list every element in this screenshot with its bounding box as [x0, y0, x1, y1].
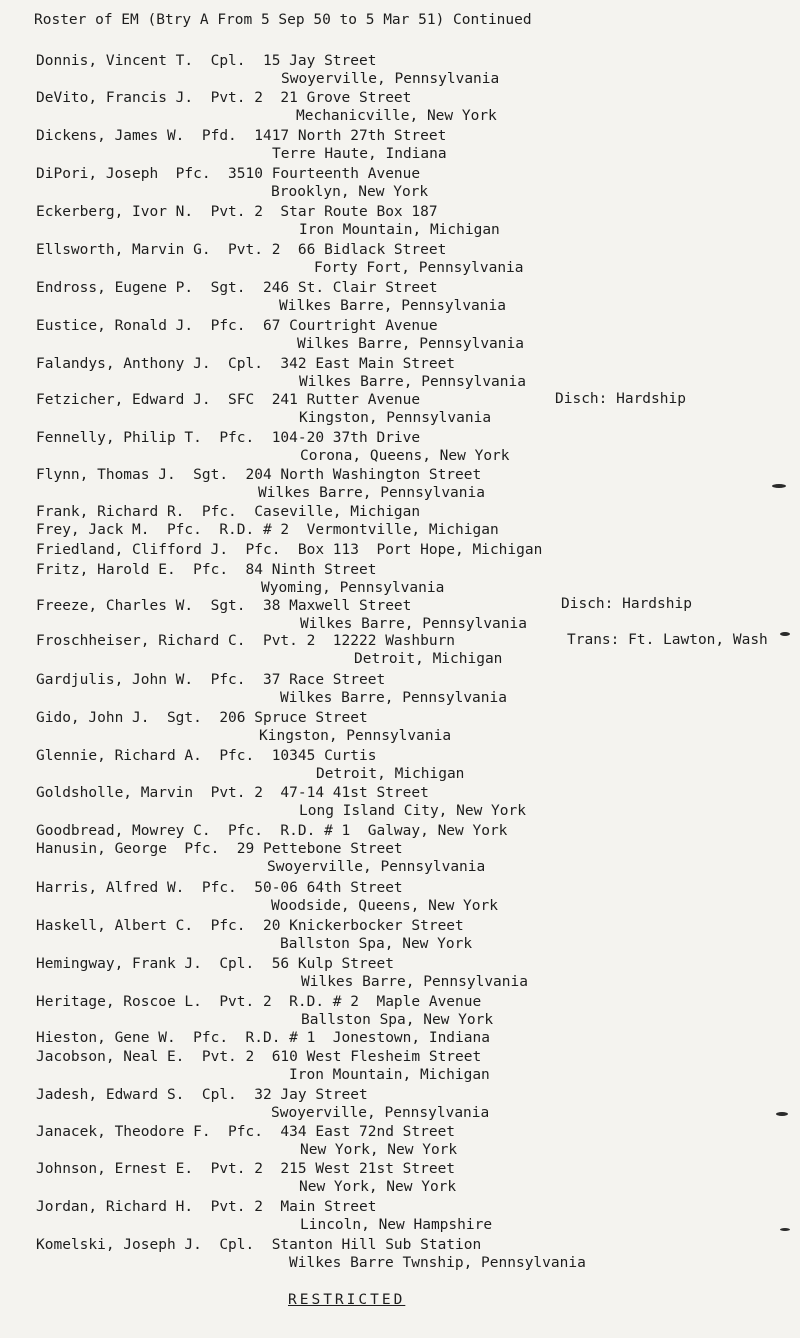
roster-entry: Johnson, Ernest E. Pvt. 2 215 West 21st Street — [36, 1161, 456, 1177]
roster-entry-city: New York, New York — [300, 1142, 458, 1158]
roster-entry: Fennelly, Philip T. Pfc. 104-20 37th Drive — [36, 430, 421, 446]
roster-entry-city: Wilkes Barre, Pennsylvania — [299, 374, 526, 390]
roster-entry-city: Brooklyn, New York — [271, 184, 429, 200]
transfer-note: Trans: Ft. Lawton, Wash — [567, 632, 768, 648]
roster-entry: Gido, John J. Sgt. 206 Spruce Street — [36, 710, 368, 726]
roster-entry: Frank, Richard R. Pfc. Caseville, Michigan — [36, 504, 421, 520]
roster-entry-city: Wilkes Barre Twnship, Pennsylvania — [289, 1255, 586, 1271]
roster-entry-city: Ballston Spa, New York — [301, 1012, 494, 1028]
roster-entry: Jacobson, Neal E. Pvt. 2 610 West Flesheim Street — [36, 1049, 482, 1065]
roster-entry-city: Detroit, Michigan — [354, 651, 503, 667]
roster-entry-city: Swoyerville, Pennsylvania — [271, 1105, 490, 1121]
roster-entry: Freeze, Charles W. Sgt. 38 Maxwell Street — [36, 598, 412, 614]
roster-entry: Hieston, Gene W. Pfc. R.D. # 1 Jonestown, Indiana — [36, 1030, 490, 1046]
page-title: Roster of EM (Btry A From 5 Sep 50 to 5 Mar 51) Continued — [34, 12, 532, 28]
roster-entry-city: Swoyerville, Pennsylvania — [281, 71, 500, 87]
discharge-note: Disch: Hardship — [561, 596, 692, 612]
roster-entry-city: Iron Mountain, Michigan — [299, 222, 500, 238]
ink-speck — [780, 1228, 790, 1231]
roster-entry-city: New York, New York — [299, 1179, 457, 1195]
roster-entry: Goldsholle, Marvin Pvt. 2 47-14 41st Street — [36, 785, 429, 801]
roster-entry-city: Terre Haute, Indiana — [272, 146, 447, 162]
roster-entry-city: Kingston, Pennsylvania — [259, 728, 452, 744]
roster-entry-city: Kingston, Pennsylvania — [299, 410, 492, 426]
roster-entry: Eustice, Ronald J. Pfc. 67 Courtright Avenue — [36, 318, 438, 334]
roster-entry-city: Ballston Spa, New York — [280, 936, 473, 952]
roster-entry: Dickens, James W. Pfd. 1417 North 27th Street — [36, 128, 447, 144]
roster-entry: Harris, Alfred W. Pfc. 50-06 64th Street — [36, 880, 403, 896]
roster-entry: DeVito, Francis J. Pvt. 2 21 Grove Street — [36, 90, 412, 106]
roster-entry-city: Wilkes Barre, Pennsylvania — [279, 298, 506, 314]
roster-entry: Jordan, Richard H. Pvt. 2 Main Street — [36, 1199, 377, 1215]
ink-speck — [780, 632, 790, 636]
roster-entry-city: Mechanicville, New York — [296, 108, 497, 124]
roster-entry: Janacek, Theodore F. Pfc. 434 East 72nd Street — [36, 1124, 456, 1140]
roster-entry-city: Wilkes Barre, Pennsylvania — [280, 690, 507, 706]
roster-entry: Heritage, Roscoe L. Pvt. 2 R.D. # 2 Maple Avenue — [36, 994, 482, 1010]
roster-entry: Friedland, Clifford J. Pfc. Box 113 Port Hope, Michigan — [36, 542, 543, 558]
classification-footer: RESTRICTED — [288, 1292, 406, 1308]
roster-entry-city: Wilkes Barre, Pennsylvania — [301, 974, 528, 990]
roster-entry: Hanusin, George Pfc. 29 Pettebone Street — [36, 841, 403, 857]
roster-entry: Komelski, Joseph J. Cpl. Stanton Hill Sub Station — [36, 1237, 482, 1253]
roster-entry: Froschheiser, Richard C. Pvt. 2 12222 Washburn — [36, 633, 456, 649]
roster-entry-city: Swoyerville, Pennsylvania — [267, 859, 486, 875]
roster-entry-city: Wilkes Barre, Pennsylvania — [297, 336, 524, 352]
roster-entry: Eckerberg, Ivor N. Pvt. 2 Star Route Box 187 — [36, 204, 438, 220]
roster-entry: Endross, Eugene P. Sgt. 246 St. Clair Street — [36, 280, 438, 296]
roster-entry: Frey, Jack M. Pfc. R.D. # 2 Vermontville, Michigan — [36, 522, 499, 538]
roster-entry: Donnis, Vincent T. Cpl. 15 Jay Street — [36, 53, 377, 69]
roster-entry: Glennie, Richard A. Pfc. 10345 Curtis — [36, 748, 377, 764]
roster-entry-city: Forty Fort, Pennsylvania — [314, 260, 524, 276]
roster-entry-city: Wyoming, Pennsylvania — [261, 580, 445, 596]
roster-entry: Ellsworth, Marvin G. Pvt. 2 66 Bidlack Street — [36, 242, 447, 258]
roster-entry-city: Long Island City, New York — [299, 803, 526, 819]
roster-entry: Goodbread, Mowrey C. Pfc. R.D. # 1 Galway, New York — [36, 823, 508, 839]
roster-entry: Haskell, Albert C. Pfc. 20 Knickerbocker Street — [36, 918, 464, 934]
discharge-note: Disch: Hardship — [555, 391, 686, 407]
ink-speck — [772, 484, 786, 488]
roster-entry: Gardjulis, John W. Pfc. 37 Race Street — [36, 672, 386, 688]
roster-entry: Jadesh, Edward S. Cpl. 32 Jay Street — [36, 1087, 368, 1103]
roster-entry-city: Wilkes Barre, Pennsylvania — [300, 616, 527, 632]
roster-entry-city: Woodside, Queens, New York — [271, 898, 498, 914]
roster-entry: Fritz, Harold E. Pfc. 84 Ninth Street — [36, 562, 377, 578]
roster-entry-city: Wilkes Barre, Pennsylvania — [258, 485, 485, 501]
roster-entry: Hemingway, Frank J. Cpl. 56 Kulp Street — [36, 956, 394, 972]
roster-entry-city: Corona, Queens, New York — [300, 448, 510, 464]
roster-entry-city: Lincoln, New Hampshire — [300, 1217, 493, 1233]
roster-entry: Flynn, Thomas J. Sgt. 204 North Washington Street — [36, 467, 482, 483]
roster-entry: Falandys, Anthony J. Cpl. 342 East Main Street — [36, 356, 456, 372]
roster-entry-city: Detroit, Michigan — [316, 766, 465, 782]
roster-entry: DiPori, Joseph Pfc. 3510 Fourteenth Avenue — [36, 166, 421, 182]
roster-entry: Fetzicher, Edward J. SFC 241 Rutter Avenue — [36, 392, 421, 408]
ink-speck — [776, 1112, 788, 1116]
roster-entry-city: Iron Mountain, Michigan — [289, 1067, 490, 1083]
